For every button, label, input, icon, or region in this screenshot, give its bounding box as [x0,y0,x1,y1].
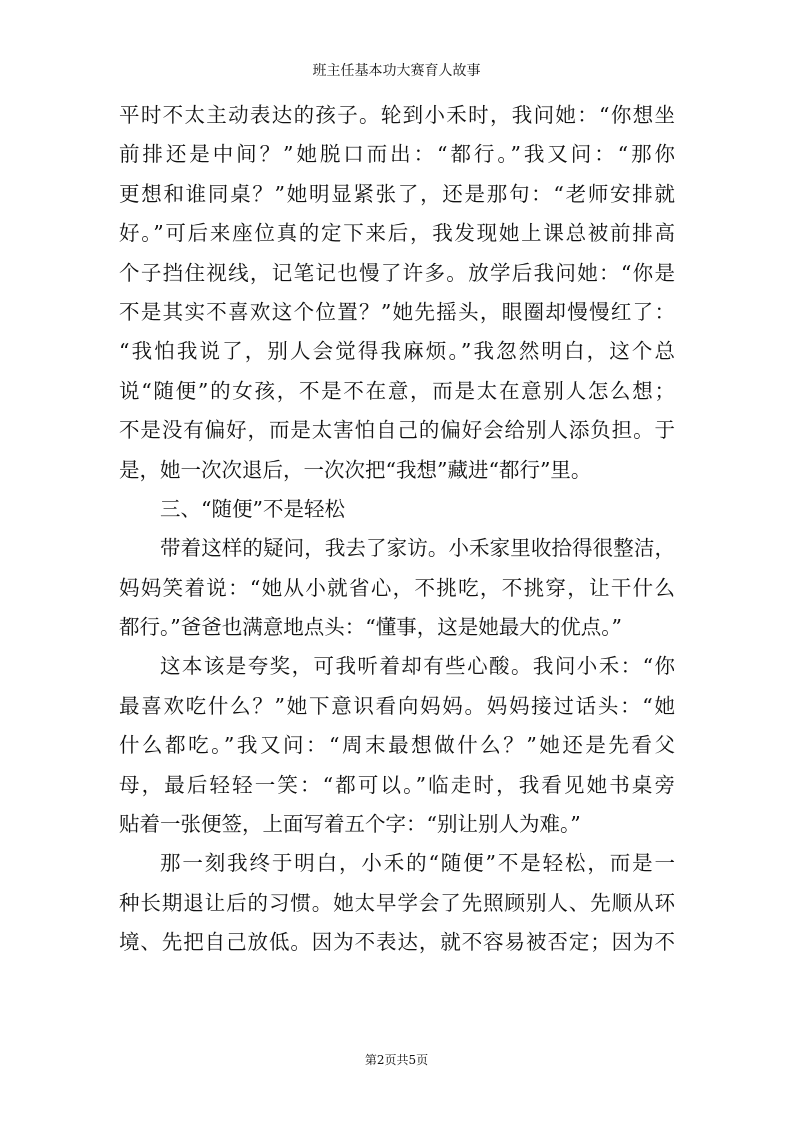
body-line: 境、先把自己放低。因为不表达，就不容易被否定；因为不 [119,930,675,955]
body-line: “我怕我说了，别人会觉得我麻烦。”我忽然明白，这个总 [119,339,675,364]
body-line: 是，她一次次退后，一次次把“我想”藏进“都行”里。 [119,457,592,482]
page-number: 第2页共5页 [364,1053,429,1067]
document-body [119,96,675,963]
body-line: 那一刻我终于明白，小禾的“随便”不是轻松，而是一 [160,851,675,876]
body-line: 贴着一张便签，上面写着五个字：“别让别人为难。” [119,812,581,837]
body-line: 更想和谁同桌？”她明显紧张了，还是那句：“老师安排就 [119,181,675,206]
body-line: 平时不太主动表达的孩子。轮到小禾时，我问她：“你想坐 [119,103,675,127]
page-header-title: 班主任基本功大赛育人故事 [312,63,481,79]
body-line: 不是没有偏好，而是太害怕自己的偏好会给别人添负担。于 [119,418,675,443]
body-line: 说“随便”的女孩，不是不在意，而是太在意别人怎么想； [119,378,675,403]
body-line: 个子挡住视线，记笔记也慢了许多。放学后我问她：“你是 [119,260,675,285]
body-line: 种长期退让后的习惯。她太早学会了先照顾别人、先顺从环 [119,890,675,915]
body-line: 前排还是中间？”她脱口而出：“都行。”我又问：“那你 [119,142,675,167]
body-line: 妈妈笑着说：“她从小就省心，不挑吃，不挑穿，让干什么 [119,575,675,600]
body-line: 什么都吃。”我又问：“周末最想做什么？”她还是先看父 [119,733,675,758]
body-line: 都行。”爸爸也满意地点头：“懂事，这是她最大的优点。” [119,615,622,640]
body-line: 最喜欢吃什么？”她下意识看向妈妈。妈妈接过话头：“她 [119,693,675,718]
body-line: 母，最后轻轻一笑：“都可以。”临走时，我看见她书桌旁 [119,772,675,797]
section-heading: 三、“随便”不是轻松 [160,496,345,521]
body-line: 这本该是夸奖，可我听着却有些心酸。我问小禾：“你 [160,654,675,679]
body-line: 不是其实不喜欢这个位置？”她先摇头，眼圈却慢慢红了： [119,299,675,324]
body-line: 好。”可后来座位真的定下来后，我发现她上课总被前排高 [119,221,675,246]
body-line: 带着这样的疑问，我去了家访。小禾家里收拾得很整洁， [160,536,675,561]
